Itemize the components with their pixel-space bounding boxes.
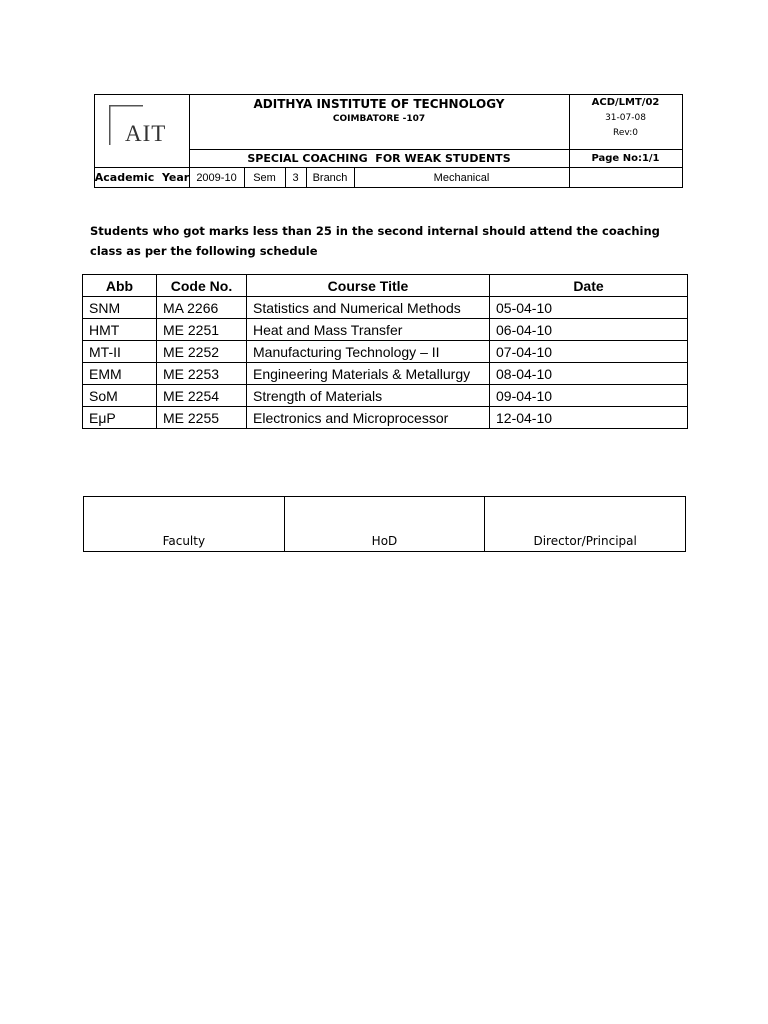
- column-header-title: Course Title: [247, 275, 490, 297]
- table-row: [83, 319, 688, 341]
- title-cell: Strength of Materials: [247, 385, 490, 407]
- code-cell: ME 2254: [157, 385, 247, 407]
- code-cell: ME 2253: [157, 363, 247, 385]
- column-header-code: Code No.: [157, 275, 247, 297]
- table-row: [83, 363, 688, 385]
- institute-location: COIMBATORE -107: [332, 114, 426, 124]
- column-header-date: Date: [490, 275, 688, 297]
- date-cell: 07-04-10: [490, 341, 688, 363]
- abb-cell: EμP: [83, 407, 157, 429]
- abb-cell: HMT: [83, 319, 157, 341]
- intro-paragraph: Students who got marks less than 25 in the second internal should attend the coaching class as per the following schedule: [90, 224, 660, 258]
- academic-year-cell: [189, 167, 245, 188]
- table-row: [83, 407, 688, 429]
- sem-label: Sem: [253, 171, 276, 184]
- blank-cell: [569, 167, 683, 188]
- academic-year-label-cell: [94, 167, 190, 188]
- logo-text: AIT: [125, 121, 167, 146]
- abb-cell: MT-II: [83, 341, 157, 363]
- title-cell: Statistics and Numerical Methods: [247, 297, 490, 319]
- table-row: [83, 385, 688, 407]
- code-cell: ME 2255: [157, 407, 247, 429]
- page-no-cell: [569, 149, 683, 168]
- table-row: [83, 297, 688, 319]
- signature-table: [83, 496, 686, 552]
- code-cell: ME 2252: [157, 341, 247, 363]
- signature-faculty: Faculty: [84, 497, 285, 552]
- doc-revision: Rev:0: [613, 128, 638, 138]
- abb-cell: SNM: [83, 297, 157, 319]
- doc-info-cell: [569, 94, 683, 150]
- column-header-abb: Abb: [83, 275, 157, 297]
- table-header-row: [83, 275, 688, 297]
- branch-cell: [354, 167, 570, 188]
- date-cell: 06-04-10: [490, 319, 688, 341]
- sem-label-cell: [244, 167, 286, 188]
- institute-cell: [189, 94, 570, 150]
- date-cell: 09-04-10: [490, 385, 688, 407]
- code-cell: MA 2266: [157, 297, 247, 319]
- title-cell: Manufacturing Technology – II: [247, 341, 490, 363]
- signature-hod: HoD: [284, 497, 485, 552]
- sem-value: 3: [292, 171, 299, 184]
- signature-row: [84, 497, 686, 552]
- academic-year: 2009-10: [196, 171, 237, 184]
- signature-director: Director/Principal: [485, 497, 686, 552]
- page-number: Page No:1/1: [591, 153, 660, 164]
- title-cell: Engineering Materials & Metallurgy: [247, 363, 490, 385]
- title-cell: Heat and Mass Transfer: [247, 319, 490, 341]
- academic-year-label: Academic Year: [94, 171, 190, 184]
- branch-label-cell: [306, 167, 355, 188]
- title-cell: Electronics and Microprocessor: [247, 407, 490, 429]
- sem-cell: [285, 167, 307, 188]
- subject-cell: [189, 149, 570, 168]
- date-cell: 12-04-10: [490, 407, 688, 429]
- subject-title: SPECIAL COACHING FOR WEAK STUDENTS: [247, 152, 511, 165]
- doc-date: 31-07-08: [605, 113, 646, 123]
- code-cell: ME 2251: [157, 319, 247, 341]
- doc-code: ACD/LMT/02: [591, 97, 660, 108]
- institute-name: ADITHYA INSTITUTE OF TECHNOLOGY: [253, 97, 505, 111]
- schedule-table: [82, 274, 688, 429]
- date-cell: 05-04-10: [490, 297, 688, 319]
- branch-value: Mechanical: [433, 171, 490, 184]
- date-cell: 08-04-10: [490, 363, 688, 385]
- abb-cell: EMM: [83, 363, 157, 385]
- abb-cell: SoM: [83, 385, 157, 407]
- branch-label: Branch: [312, 171, 348, 184]
- table-row: [83, 341, 688, 363]
